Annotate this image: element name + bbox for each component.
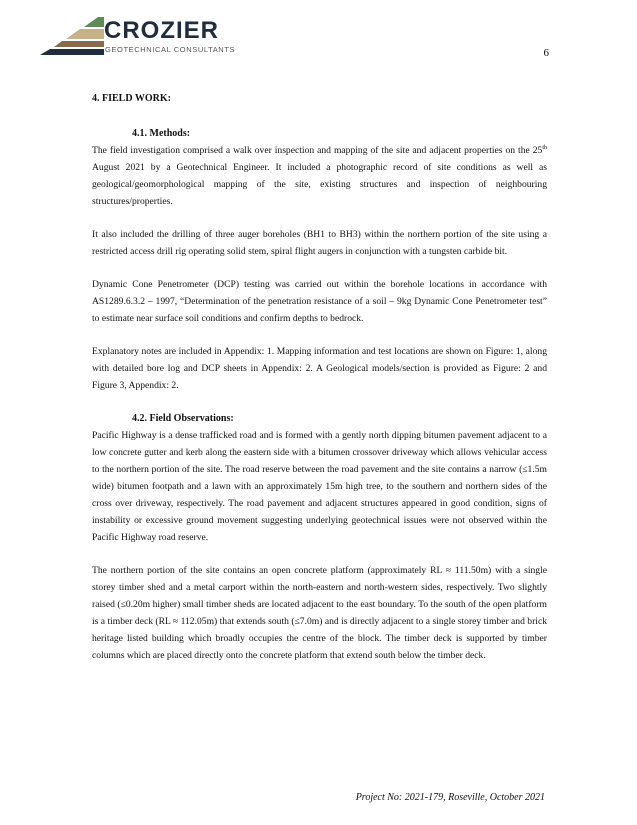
methods-p1-text: The field investigation comprised a walk over inspection and mapping of the site and adjacent properties on the 25 [92, 145, 543, 156]
page-number: 6 [543, 47, 549, 59]
logo-mark-icon [40, 17, 104, 59]
brand-name: CROZIER [104, 17, 219, 44]
methods-paragraph-4: Explanatory notes are included in Appendix: 1. Mapping information and test locations are shown on Figure: 1, along with detailed bore log and DCP sheets in Appendix: 2. A Geological models/section is provided as Figure: 2 and Figure 3, Appendix: 2. [92, 346, 547, 391]
ordinal-suffix: th [542, 144, 547, 151]
brand-tagline: GEOTECHNICAL CONSULTANTS [105, 45, 236, 54]
methods-paragraph-1 [92, 142, 547, 210]
methods-paragraph-2: It also included the drilling of three auger boreholes (BH1 to BH3) within the northern portion of the site using a restricted access drill rig operating solid stem, spiral flight augers in conjunction with a tungsten carbide bit. [92, 229, 547, 257]
observations-heading: 4.2. Field Observations: [132, 413, 234, 424]
document-body [92, 90, 547, 680]
footer-project: Project No: 2021-179, Roseville, October 2021 [355, 792, 545, 803]
methods-p1-text-cont: August 2021 by a Geotechnical Engineer. It included a photographic record of site conditions as well as geological/geomorphological mapping of the site, existing structures and inspection of neighbouring structures/properties. [92, 162, 547, 207]
methods-paragraph-3: Dynamic Cone Penetrometer (DCP) testing was carried out within the borehole locations in accordance with AS1289.6.3.2 – 1997, “Determination of the penetration resistance of a soil – 9kg Dynamic Cone Penetrometer test” to estimate near surface soil conditions and confirm depths to bedrock. [92, 279, 547, 324]
observations-paragraph-1: Pacific Highway is a dense trafficked road and is formed with a gently north dipping bitumen pavement adjacent to a low concrete gutter and kerb along the eastern side with a bitumen crossover driveway which allows vehicular access to the northern portion of the site. The road reserve between the road pavement and the site contains a narrow (≤1.5m wide) bitumen footpath and a lawn with an approximately 15m high tree, to the southern and northern sides of the cross over driveway, respectively. The road pavement and adjacent structures appeared in good condition, signs of instability or excessive ground movement suggesting underlying geotechnical issues were not observed within the Pacific Highway road reserve. [92, 430, 547, 543]
methods-heading: 4.1. Methods: [132, 128, 191, 139]
observations-paragraph-2: The northern portion of the site contains an open concrete platform (approximately RL ≈ 111.50m) with a single storey timber shed and a metal carport within the north-eastern and north-western sides, respectively. Two slightly raised (≤0.20m higher) small timber sheds are located adjacent to the east boundary. To the south of the open platform is a timber deck (RL ≈ 112.05m) that extends south (≤7.0m) and is directly adjacent to a single storey timber and brick heritage listed building which broadly occupies the centre of the block. The timber deck is supported by timber columns which are placed directly onto the concrete platform that extend south below the timber deck. [92, 565, 548, 661]
company-logo [40, 17, 240, 59]
section-title: 4. FIELD WORK: [92, 93, 171, 104]
